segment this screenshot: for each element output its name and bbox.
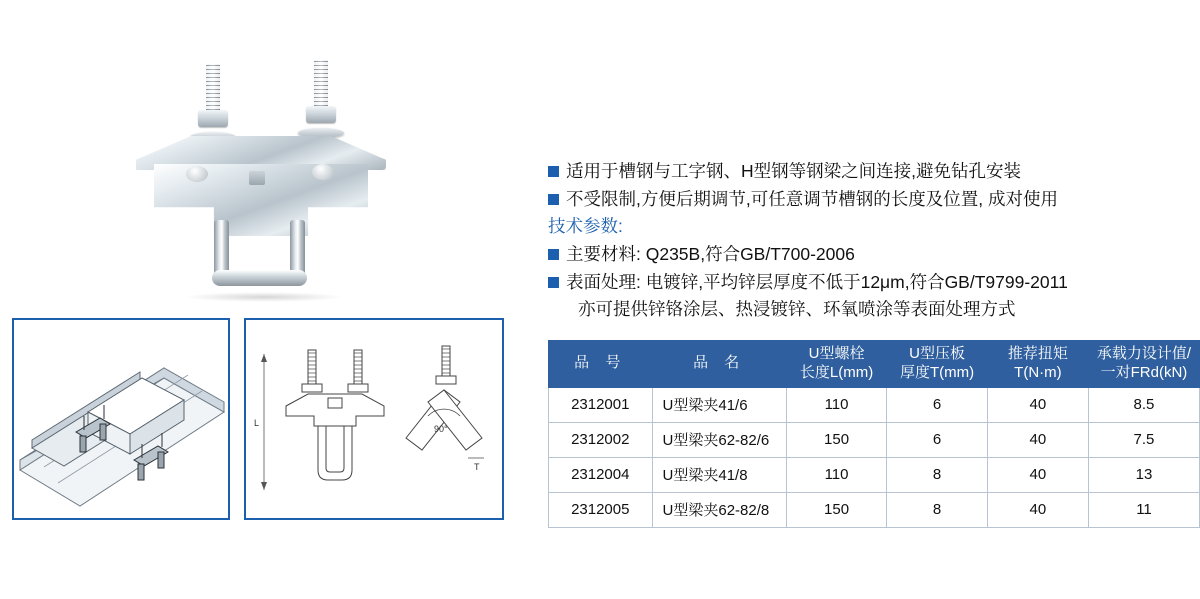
feature-param-1-text: 主要材料: Q235B,符合GB/T700-2006 — [566, 243, 855, 264]
product-shadow — [184, 292, 344, 302]
feature-param-1 — [548, 241, 1188, 269]
th-torque-line1: 推荐扭矩 — [1007, 345, 1068, 362]
cell-torque: 40 — [987, 492, 1088, 527]
cell-capacity: 11 — [1088, 492, 1199, 527]
th-torque — [987, 341, 1088, 388]
table-row — [549, 387, 1200, 422]
dim-label-L: L — [254, 418, 260, 428]
cell-code: 2312005 — [549, 492, 653, 527]
bullet-square-icon — [548, 249, 559, 260]
cell-thickness: 8 — [887, 492, 988, 527]
th-name — [652, 341, 786, 388]
bullet-square-icon — [548, 277, 559, 288]
th-thickness — [887, 341, 988, 388]
feature-bullet-2-text: 不受限制,方便后期调节,可任意调节槽钢的长度及位置, 成对使用 — [566, 188, 1058, 209]
u-bolt-bottom — [212, 270, 307, 286]
cell-torque: 40 — [987, 422, 1088, 457]
th-capacity-line1: 承载力设计值/ — [1096, 345, 1192, 362]
cell-name: U型梁夹41/6 — [652, 387, 786, 422]
product-photo — [14, 14, 504, 304]
cell-torque: 40 — [987, 457, 1088, 492]
brand-emboss — [249, 171, 265, 185]
cell-name: U型梁夹62-82/8 — [652, 492, 786, 527]
cell-code: 2312001 — [549, 387, 653, 422]
boss-left — [186, 166, 208, 182]
th-length-line1: U型螺栓 — [808, 345, 865, 362]
table-row — [549, 422, 1200, 457]
technical-drawing-svg — [246, 320, 502, 518]
cell-capacity: 8.5 — [1088, 387, 1199, 422]
cell-name: U型梁夹41/8 — [652, 457, 786, 492]
th-thickness-line1: U型压板 — [909, 345, 965, 362]
feature-bullet-1-text: 适用于槽钢与工字钢、H型钢等钢梁之间连接,避免钻孔安装 — [566, 161, 1021, 181]
th-code — [549, 341, 653, 388]
u-beam-clamp-illustration — [114, 24, 404, 299]
bullet-square-icon — [548, 166, 559, 177]
th-length — [786, 341, 886, 388]
feature-param-2 — [548, 269, 1188, 297]
cell-length: 110 — [786, 457, 886, 492]
technical-drawing — [244, 318, 504, 520]
th-code-line1: 品 号 — [574, 354, 627, 372]
th-capacity-line2: 一对FRd(kN) — [1100, 363, 1188, 381]
cell-name: U型梁夹62-82/6 — [652, 422, 786, 457]
cell-capacity: 7.5 — [1088, 422, 1199, 457]
th-torque-line2: T(N·m) — [1014, 363, 1062, 381]
feature-bullet-2 — [548, 186, 1188, 214]
cell-length: 150 — [786, 492, 886, 527]
boss-right — [312, 164, 334, 180]
cell-code: 2312004 — [549, 457, 653, 492]
cell-torque: 40 — [987, 387, 1088, 422]
cell-thickness: 6 — [887, 422, 988, 457]
installation-diagram-svg — [14, 320, 228, 518]
feature-bullet-1 — [548, 158, 1188, 186]
cell-thickness: 6 — [887, 387, 988, 422]
tech-params-heading: 技术参数: — [548, 216, 623, 237]
table-header-row — [549, 341, 1200, 388]
feature-param-2-text: 表面处理: 电镀锌,平均锌层厚度不低于12μm,符合GB/T9799-2011 — [566, 271, 1068, 292]
th-thickness-line2: 厚度T(mm) — [899, 363, 975, 381]
th-length-line2: 长度L(mm) — [799, 363, 874, 381]
nut-left — [198, 110, 228, 127]
table-row — [549, 457, 1200, 492]
cell-length: 150 — [786, 422, 886, 457]
installation-diagram — [12, 318, 230, 520]
th-name-line1: 品 名 — [693, 354, 746, 372]
feature-param-sub: 亦可提供锌铬涂层、热浸镀锌、环氧喷涂等表面处理方式 — [578, 299, 1016, 320]
cell-capacity: 13 — [1088, 457, 1199, 492]
angle-label: 90° — [434, 424, 448, 434]
table-row — [549, 492, 1200, 527]
cell-thickness: 8 — [887, 457, 988, 492]
cell-length: 110 — [786, 387, 886, 422]
dim-label-T: T — [474, 462, 480, 472]
nut-right — [306, 106, 336, 123]
bullet-square-icon — [548, 194, 559, 205]
feature-list — [548, 158, 1188, 324]
cell-code: 2312002 — [549, 422, 653, 457]
th-capacity — [1088, 341, 1199, 388]
spec-table — [548, 340, 1200, 528]
